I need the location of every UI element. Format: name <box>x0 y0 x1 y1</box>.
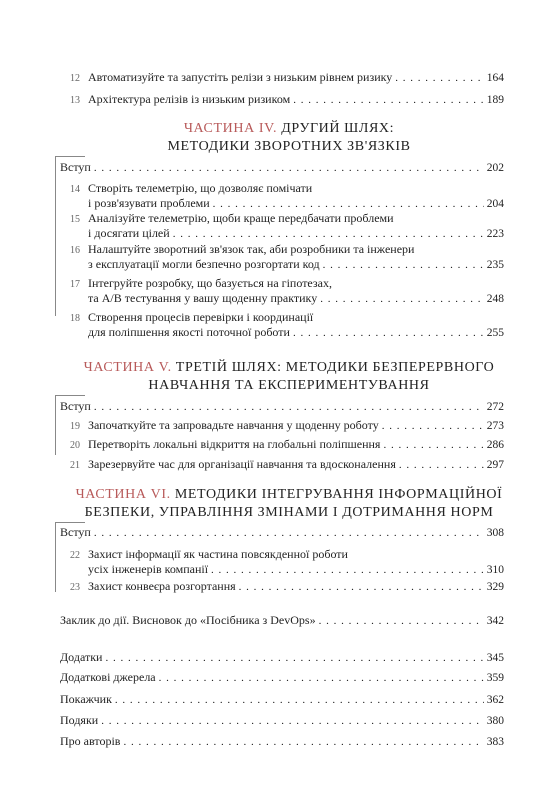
back-matter-title: Додатки <box>60 650 103 664</box>
page-number: 202 <box>486 162 504 174</box>
section-rule <box>55 156 85 157</box>
toc-entry[interactable] <box>70 547 504 578</box>
page-number: 342 <box>486 615 504 627</box>
part-heading <box>74 359 504 395</box>
toc-entry-intro[interactable] <box>60 399 504 415</box>
part-title: МЕТОДИКИ ЗВОРОТНИХ ЗВ'ЯЗКІВ <box>167 139 411 154</box>
dot-leader <box>94 400 484 415</box>
dot-leader <box>320 292 484 307</box>
dot-leader <box>383 438 483 453</box>
page-number: 255 <box>486 327 504 339</box>
dot-leader <box>382 419 484 434</box>
toc-entry[interactable] <box>70 579 504 595</box>
chapter-number: 15 <box>70 214 80 225</box>
chapter-number: 20 <box>70 440 80 451</box>
part-label: ЧАСТИНА IV. <box>183 121 278 136</box>
chapter-number: 16 <box>70 245 80 256</box>
chapter-title: Зарезервуйте час для організації навчання та вдосконалення <box>88 457 396 471</box>
dot-leader <box>211 563 484 578</box>
chapter-title: Захист конвеєра розгортання <box>88 579 236 593</box>
chapter-number: 18 <box>70 313 80 324</box>
toc-entry[interactable] <box>70 242 504 273</box>
page-number: 359 <box>486 672 504 684</box>
conclusion-title: Заклик до дії. Висновок до «Посібника з DevOps» <box>60 613 316 627</box>
page-number: 383 <box>486 736 504 748</box>
chapter-number: 23 <box>70 582 80 593</box>
page-number: 308 <box>486 527 504 539</box>
section-rule <box>55 522 56 592</box>
chapter-title: Створення процесів перевірки і координації <box>88 310 314 324</box>
part-title: ДРУГИЙ ШЛЯХ: <box>281 121 395 136</box>
chapter-number: 17 <box>70 279 80 290</box>
chapter-title: та A/B тестування у вашу щоденну практику <box>88 291 318 305</box>
toc-entry-intro[interactable] <box>60 525 504 541</box>
toc-entry-back[interactable] <box>60 734 504 750</box>
intro-title: Вступ <box>60 525 91 539</box>
toc-entry[interactable] <box>70 437 504 453</box>
toc-entry-back[interactable] <box>60 670 504 686</box>
toc-entry-intro[interactable] <box>60 160 504 176</box>
dot-leader <box>173 227 484 242</box>
dot-leader <box>319 614 484 629</box>
page-number: 223 <box>486 228 504 240</box>
dot-leader <box>105 651 483 666</box>
page-number: 345 <box>486 652 504 664</box>
chapter-title: Автоматизуйте та запустіть релізи з низьким рівнем ризику <box>88 70 393 84</box>
chapter-title: Налаштуйте зворотний зв'язок так, аби розробники та інженери <box>88 242 415 256</box>
chapter-title: і досягати цілей <box>88 226 170 240</box>
chapter-title: Започаткуйте та запровадьте навчання у щоденну роботу <box>88 418 379 432</box>
part-title: НАВЧАННЯ ТА ЕКСПЕРИМЕНТУВАННЯ <box>148 378 430 393</box>
back-matter-title: Покажчик <box>60 692 112 706</box>
dot-leader <box>159 671 484 686</box>
toc-entry[interactable] <box>70 211 504 242</box>
page-number: 189 <box>486 94 504 106</box>
section-rule <box>55 395 56 455</box>
dot-leader <box>94 526 484 541</box>
page-number: 310 <box>486 564 504 576</box>
dot-leader <box>123 735 483 750</box>
part-title: ТРЕТІЙ ШЛЯХ: МЕТОДИКИ БЕЗПЕРЕРВНОГО <box>175 360 495 375</box>
page-number: 272 <box>486 401 504 413</box>
page-number: 380 <box>486 715 504 727</box>
toc-entry-conclusion[interactable] <box>60 613 504 629</box>
dot-leader <box>293 93 484 108</box>
chapter-number: 12 <box>70 73 80 84</box>
chapter-number: 14 <box>70 184 80 195</box>
toc-entry[interactable] <box>70 457 504 473</box>
page-number: 297 <box>486 459 504 471</box>
intro-title: Вступ <box>60 160 91 174</box>
section-rule <box>55 522 85 523</box>
section-rule <box>55 156 56 316</box>
page-number: 248 <box>486 293 504 305</box>
part-label: ЧАСТИНА VI. <box>75 487 171 502</box>
dot-leader <box>293 326 484 341</box>
toc-entry-back[interactable] <box>60 692 504 708</box>
dot-leader <box>115 693 484 708</box>
chapter-title: Захист інформації як частина повсякденної роботи <box>88 547 348 561</box>
toc-entry[interactable] <box>70 276 504 307</box>
chapter-number: 13 <box>70 95 80 106</box>
toc-entry[interactable] <box>70 181 504 212</box>
chapter-number: 22 <box>70 550 80 561</box>
section-rule <box>55 395 85 396</box>
part-label: ЧАСТИНА V. <box>83 360 172 375</box>
back-matter-title: Про авторів <box>60 734 121 748</box>
page-number: 362 <box>486 694 504 706</box>
back-matter-title: Додаткові джерела <box>60 670 156 684</box>
chapter-title: усіх інженерів компанії <box>88 562 209 576</box>
page-number: 329 <box>486 581 504 593</box>
chapter-title: Перетворіть локальні відкриття на глобальні поліпшення <box>88 437 381 451</box>
dot-leader <box>239 580 484 595</box>
dot-leader <box>101 714 484 729</box>
chapter-number: 19 <box>70 421 80 432</box>
chapter-title: Інтегруйте розробку, що базується на гіпотезах, <box>88 276 332 290</box>
dot-leader <box>395 71 483 86</box>
dot-leader <box>213 197 484 212</box>
page-number: 204 <box>486 198 504 210</box>
chapter-title: Створіть телеметрію, що дозволяє помічати <box>88 181 313 195</box>
part-title: БЕЗПЕКИ, УПРАВЛІННЯ ЗМІНАМИ І ДОТРИМАННЯ НОРМ <box>84 505 494 520</box>
page-number: 164 <box>486 72 504 84</box>
page-number: 273 <box>486 420 504 432</box>
chapter-title: Аналізуйте телеметрію, щоби краще передбачати проблеми <box>88 211 394 225</box>
chapter-title: і розв'язувати проблеми <box>88 196 210 210</box>
toc-entry-back[interactable] <box>60 713 504 729</box>
dot-leader <box>399 458 484 473</box>
page-number: 286 <box>486 439 504 451</box>
dot-leader <box>94 161 484 176</box>
part-heading <box>74 486 504 522</box>
toc-entry[interactable] <box>70 70 504 86</box>
toc-entry[interactable] <box>70 92 504 108</box>
chapter-title: Архітектура релізів із низьким ризиком <box>88 92 291 106</box>
intro-title: Вступ <box>60 399 91 413</box>
back-matter-title: Подяки <box>60 713 99 727</box>
part-heading <box>74 120 504 156</box>
chapter-title: з експлуатації могли безпечно розгортати код <box>88 257 320 271</box>
chapter-title: для поліпшення якості поточної роботи <box>88 325 290 339</box>
toc-entry-back[interactable] <box>60 650 504 666</box>
toc-entry[interactable] <box>70 418 504 434</box>
toc-entry[interactable] <box>70 310 504 341</box>
page-number: 235 <box>486 259 504 271</box>
part-title: МЕТОДИКИ ІНТЕГРУВАННЯ ІНФОРМАЦІЙНОЇ <box>174 487 503 502</box>
chapter-number: 21 <box>70 460 80 471</box>
dot-leader <box>323 258 484 273</box>
